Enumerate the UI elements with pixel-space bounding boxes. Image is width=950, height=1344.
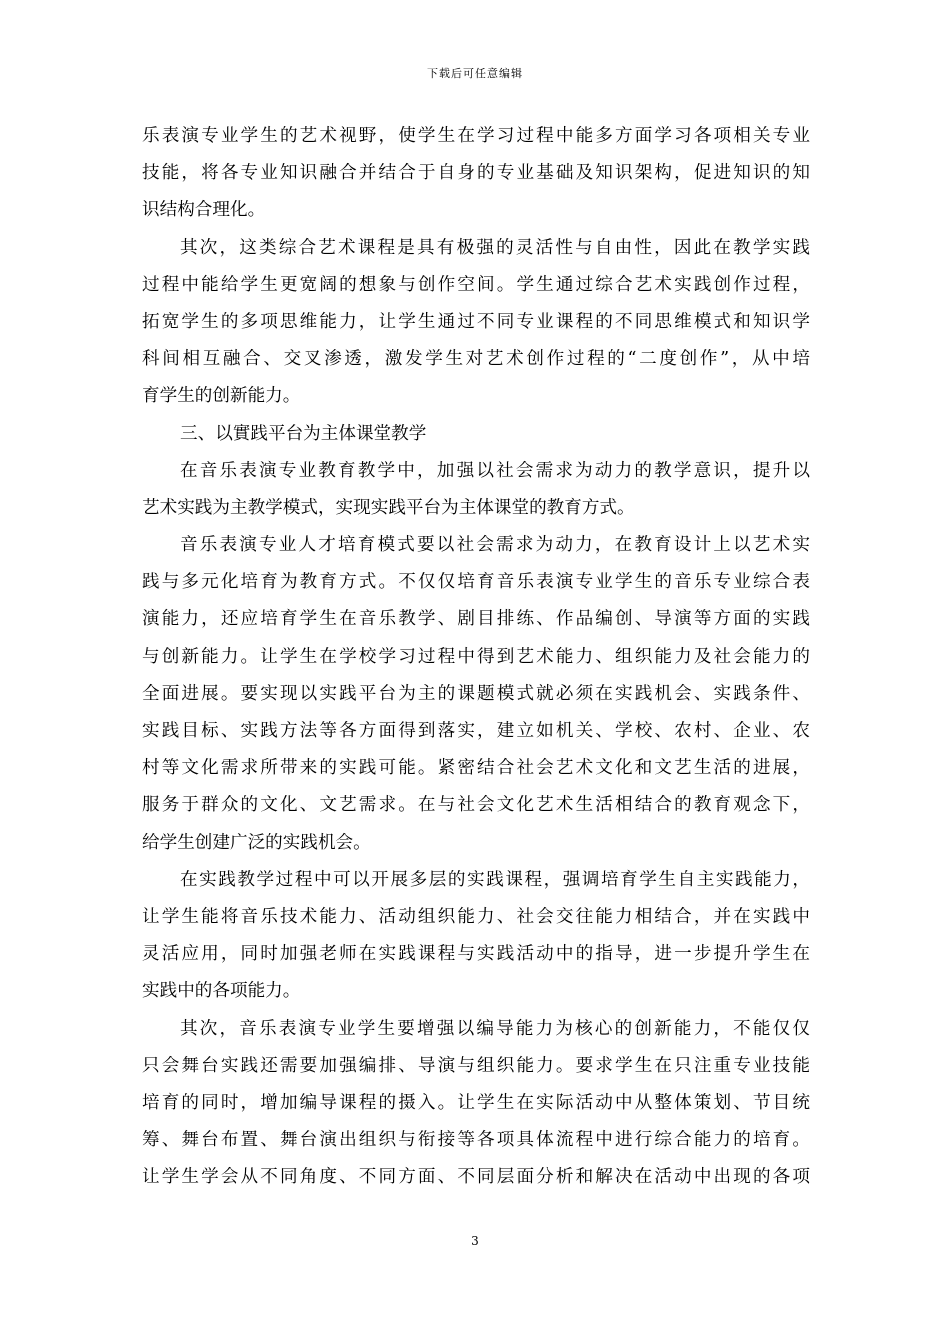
- text-line: 村等文化需求所带来的实践可能。紧密结合社会艺术文化和文艺生活的进展，: [142, 758, 810, 779]
- section-heading: 三、以實践平台为主体课堂教学: [180, 423, 427, 444]
- text-line: 在实践教学过程中可以开展多层的实践课程，强调培育学生自主实践能力，: [180, 869, 810, 890]
- text-line: 育学生的创新能力。: [142, 386, 301, 407]
- text-line: 过程中能给学生更宽阔的想象与创作空间。学生通过综合艺术实践创作过程，: [142, 274, 810, 295]
- text-line: 服务于群众的文化、文艺需求。在与社会文化艺术生活相结合的教育观念下，: [142, 795, 810, 816]
- document-body: [142, 118, 810, 1196]
- text-line: 实践中的各项能力。: [142, 981, 301, 1002]
- text-line: 只会舞台实践还需要加强编排、导演与组织能力。要求学生在只注重专业技能: [142, 1055, 810, 1076]
- text-line: 乐表演专业学生的艺术视野，使学生在学习过程中能多方面学习各项相关专业: [142, 126, 810, 146]
- text-line: 培育的同时，增加编导课程的摄入。让学生在实际活动中从整体策划、节目统: [142, 1092, 810, 1113]
- page-header: 下载后可任意编辑: [427, 67, 523, 80]
- text-line: 让学生学会从不同角度、不同方面、不同层面分析和解决在活动中出现的各项: [142, 1167, 810, 1188]
- text-line: 其次，音乐表演专业学生要增强以编导能力为核心的创新能力，不能仅仅: [180, 1018, 810, 1039]
- text-line: 灵活应用，同时加强老师在实践课程与实践活动中的指导，进一步提升学生在: [142, 944, 810, 965]
- text-line: 音乐表演专业人才培育模式要以社会需求为动力，在教育设计上以艺术实: [180, 535, 810, 556]
- text-line: 技能，将各专业知识融合并结合于自身的专业基础及知识架构，促进知识的知: [142, 163, 810, 184]
- text-line: 科间相互融合、交叉渗透，激发学生对艺术创作过程的“二度创作”，从中培: [142, 349, 810, 370]
- text-line: 筹、舞台布置、舞台演出组织与衔接等各项具体流程中进行综合能力的培育。: [142, 1130, 810, 1151]
- text-line: 在音乐表演专业教育教学中，加强以社会需求为动力的教学意识，提升以: [180, 460, 810, 481]
- text-line: 全面进展。要实现以实践平台为主的课题模式就必须在实践机会、实践条件、: [142, 683, 810, 704]
- text-line: 拓宽学生的多项思维能力，让学生通过不同专业课程的不同思维模式和知识学: [142, 311, 810, 332]
- text-line: 其次，这类综合艺术课程是具有极强的灵活性与自由性，因此在教学实践: [180, 237, 810, 258]
- text-line: 实践目标、实践方法等各方面得到落实，建立如机关、学校、农村、企业、农: [142, 721, 810, 741]
- text-line: 演能力，还应培育学生在音乐教学、剧目排练、作品编创、导演等方面的实践: [142, 609, 810, 630]
- page-number: 3: [471, 1234, 479, 1248]
- text-line: 践与多元化培育为教育方式。不仅仅培育音乐表演专业学生的音乐专业综合表: [142, 572, 810, 593]
- text-line: 给学生创建广泛的实践机会。: [142, 832, 371, 853]
- text-line: 艺术实践为主教学模式，实现实践平台为主体课堂的教育方式。: [142, 497, 635, 518]
- text-line: 让学生能将音乐技术能力、活动组织能力、社会交往能力相结合，并在实践中: [142, 906, 810, 927]
- text-line: 与创新能力。让学生在学校学习过程中得到艺术能力、组织能力及社会能力的: [142, 646, 810, 667]
- text-line: 识结构合理化。: [142, 200, 266, 221]
